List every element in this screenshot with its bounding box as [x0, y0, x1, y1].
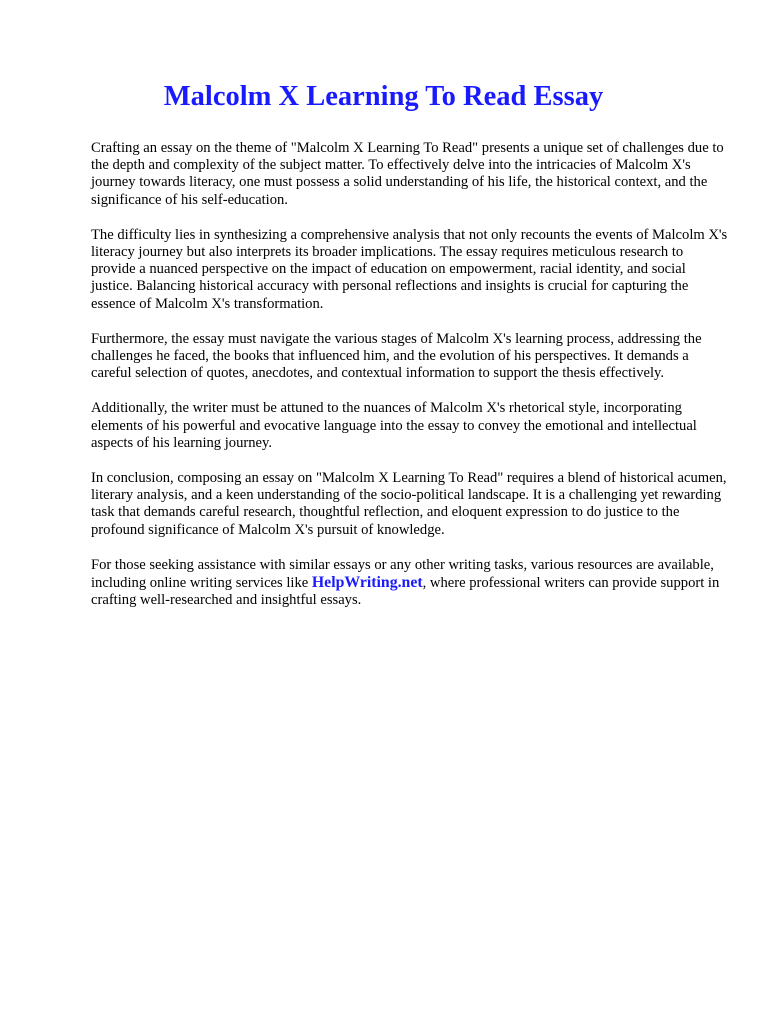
helpwriting-link[interactable]: HelpWriting.net — [311, 574, 423, 592]
paragraph-2: The difficulty lies in synthesizing a comprehensive analysis that not only recounts the events of Malcolm X's literacy journey but also interprets its broader implications. The essay requires meticulous research to provide a nuanced perspective on the impact of education on empowerment, racial identity, and social justice. Balancing historical accuracy with personal reflections and insights is crucial for capturing the essence of Malcolm X's transformation. — [91, 226, 728, 312]
paragraph-1: Crafting an essay on the theme of "Malcolm X Learning To Read" presents a unique set of challenges due to the depth and complexity of the subject matter. To effectively delve into the intricacies of Malcolm X's journey towards literacy, one must possess a solid understanding of his life, the historical context, and the significance of his self-education. — [91, 140, 724, 208]
closing-paragraph — [91, 557, 731, 610]
closing-text-after-link: , where professional writers can provide support in crafting well-researched and insightful essays. — [91, 575, 720, 609]
paragraph-5: In conclusion, composing an essay on "Malcolm X Learning To Read" requires a blend of historical acumen, literary analysis, and a keen understanding of the socio-political landscape. It is a challenging yet rewarding task that demands careful research, thoughtful reflection, and eloquent expression to do justice to the profound significance of Malcolm X's pursuit of knowledge. — [91, 470, 727, 538]
paragraph-3: Furthermore, the essay must navigate the various stages of Malcolm X's learning process, addressing the challenges he faced, the books that influenced him, and the evolution of his perspectives. It demands a careful selection of quotes, anecdotes, and contextual information to support the thesis effectively. — [91, 330, 702, 382]
paragraph-4: Additionally, the writer must be attuned to the nuances of Malcolm X's rhetorical style, incorporating elements of his powerful and evocative language into the essay to convey the emotional and intellectual aspects of his learning journey. — [91, 400, 697, 451]
page-title: Malcolm X Learning To Read Essay — [163, 81, 604, 112]
closing-text-before-link: For those seeking assistance with similar essays or any other writing tasks, various resources are available, including online writing services like — [91, 556, 714, 592]
